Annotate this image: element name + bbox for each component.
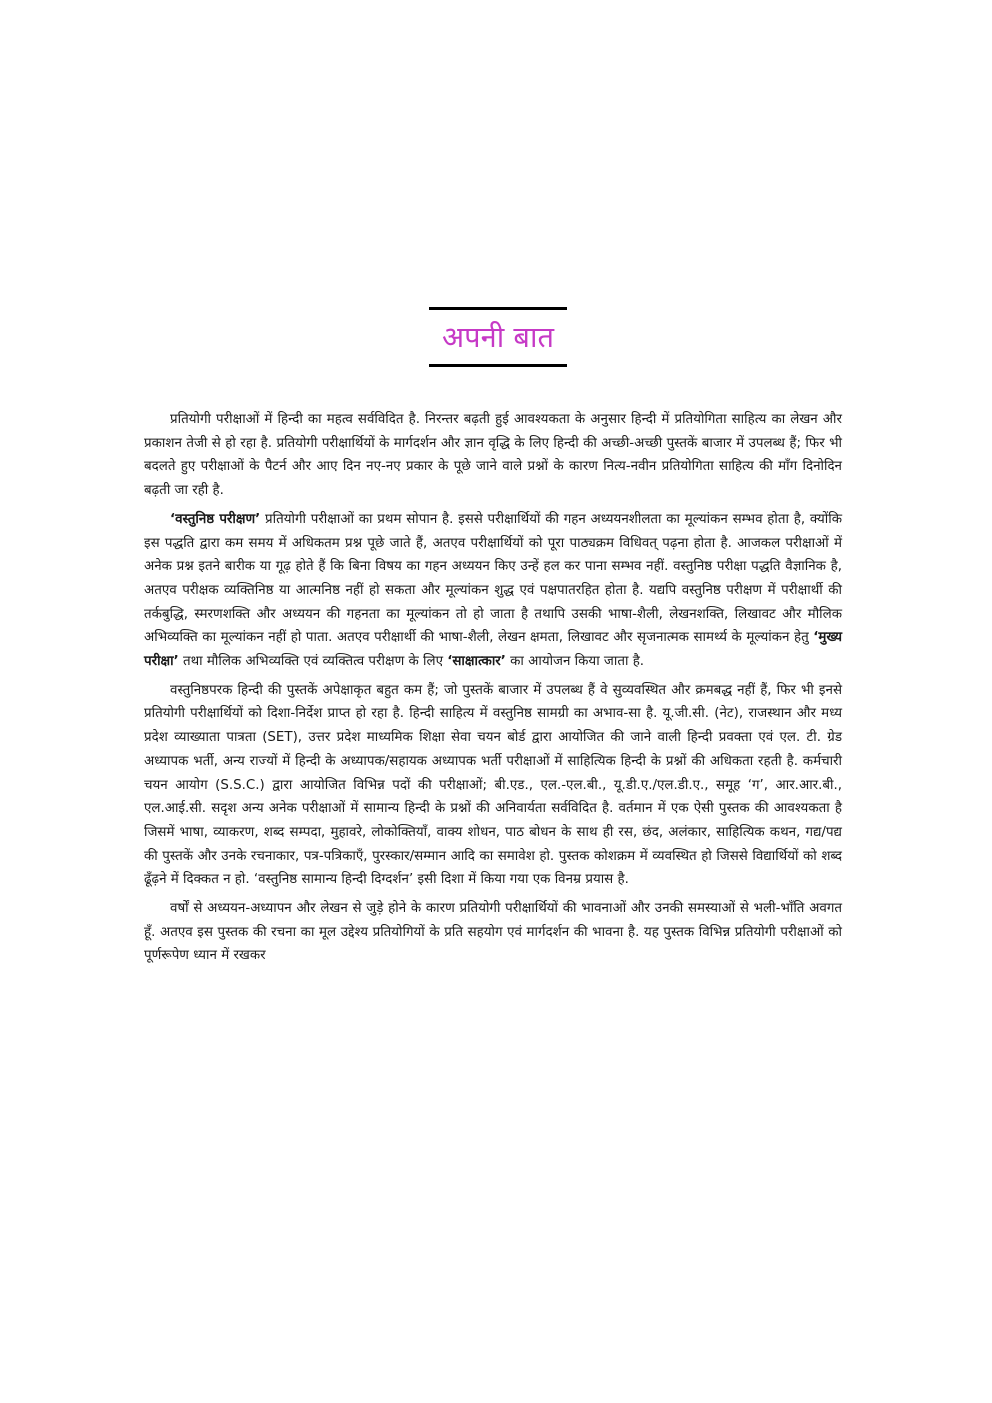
term-objective-test: ‘वस्तुनिष्ठ परीक्षण’ bbox=[170, 511, 261, 527]
paragraph-4: वर्षों से अध्ययन-अध्यापन और लेखन से जुड़े होने के कारण प्रतियोगी परीक्षार्थियों की भावनाओं और उनकी समस्याओं से भली-भाँति अवगत हूँ. अतएव इस पुस्तक की रचना का मूल उद्देश्य प्रतियोगियों के प्रति सहयोग एवं मार्गदर्शन की भावना है. यह पुस्तक विभिन्न प्रतियोगी परीक्षाओं को पूर्णरूपेण ध्यान में रखकर bbox=[144, 901, 842, 964]
title-top-rule bbox=[429, 307, 567, 310]
paragraph-2-text-2: तथा मौलिक अभिव्यक्ति एवं व्यक्तित्व परीक्षण के लिए bbox=[178, 654, 448, 670]
page-title: अपनी बात bbox=[441, 320, 555, 354]
title-bottom-rule bbox=[429, 364, 567, 367]
title-block bbox=[429, 307, 567, 369]
paragraph-2 bbox=[144, 508, 842, 674]
paragraph-2-text-1: प्रतियोगी परीक्षाओं का प्रथम सोपान है. इससे परीक्षार्थियों की गहन अध्ययनशीलता का मूल्यांकन सम्भव होता है, क्योंकि इस पद्धति द्वारा कम समय में अधिकतम प्रश्न पूछे जाते हैं, अतएव परीक्षार्थियों को पूरा पाठ्यक्रम विधिवत् पढ़ना होता है. आजकल परीक्षाओं में अनेक प्रश्न इतने बारीक या गूढ़ होते हैं कि बिना विषय का गहन अध्ययन किए उन्हें हल कर पाना सम्भव नहीं. वस्तुनिष्ठ परीक्षा पद्धति वैज्ञानिक है, अतएव परीक्षक व्यक्तिनिष्ठ या आत्मनिष्ठ नहीं हो सकता और मूल्यांकन शुद्ध एवं पक्षपातरहित होता है. यद्यपि वस्तुनिष्ठ परीक्षण में परीक्षार्थी की तर्कबुद्धि, स्मरणशक्ति और अध्ययन की गहनता का मूल्यांकन तो हो जाता है तथापि उसकी भाषा-शैली, लेखनशक्ति, लिखावट और मौलिक अभिव्यक्ति का मूल्यांकन नहीं हो पाता. अतएव परीक्षार्थी की भाषा-शैली, लेखन क्षमता, लिखावट और सृजनात्मक सामर्थ्य के मूल्यांकन हेतु bbox=[144, 511, 842, 646]
paragraph-1: प्रतियोगी परीक्षाओं में हिन्दी का महत्व सर्वविदित है. निरन्तर बढ़ती हुई आवश्यकता के अनुसार हिन्दी में प्रतियोगिता साहित्य का लेखन और प्रकाशन तेजी से हो रहा है. प्रतियोगी परीक्षार्थियों के मार्गदर्शन और ज्ञान वृद्धि के लिए हिन्दी की अच्छी-अच्छी पुस्तकें बाजार में उपलब्ध हैं; फिर भी बदलते हुए परीक्षाओं के पैटर्न और आए दिन नए-नए प्रकार के पूछे जाने वाले प्रश्नों के कारण नित्य-नवीन प्रतियोगिता साहित्य की माँग दिनोदिन बढ़ती जा रही है. bbox=[144, 412, 842, 499]
term-interview: ‘साक्षात्कार’ bbox=[447, 654, 506, 670]
term-main-exam: ‘मुख्य परीक्षा’ bbox=[144, 630, 842, 670]
paragraph-3: वस्तुनिष्ठपरक हिन्दी की पुस्तकें अपेक्षाकृत बहुत कम हैं; जो पुस्तकें बाजार में उपलब्ध हैं वे सुव्यवस्थित और क्रमबद्ध नहीं हैं, फिर भी इनसे प्रतियोगी परीक्षार्थियों को दिशा-निर्देश प्राप्त हो रहा है. हिन्दी साहित्य में वस्तुनिष्ठ सामग्री का अभाव-सा है. यू.जी.सी. (नेट), राजस्थान और मध्य प्रदेश व्याख्याता पात्रता (SET), उत्तर प्रदेश माध्यमिक शिक्षा सेवा चयन बोर्ड द्वारा आयोजित की जाने वाली हिन्दी प्रवक्ता एवं एल. टी. ग्रेड अध्यापक भर्ती, अन्य राज्यों में हिन्दी के अध्यापक/सहायक अध्यापक भर्ती परीक्षाओं में साहित्यिक हिन्दी के प्रश्नों की अधिकता रहती है. कर्मचारी चयन आयोग (S.S.C.) द्वारा आयोजित विभिन्न पदों की परीक्षाओं; बी.एड., एल.-एल.बी., यू.डी.ए./एल.डी.ए., समूह ‘ग’, आर.आर.बी., एल.आई.सी. सदृश अन्य अनेक परीक्षाओं में सामान्य हिन्दी के प्रश्नों की अनिवार्यता सर्वविदित है. वर्तमान में एक ऐसी पुस्तक की आवश्यकता है जिसमें भाषा, व्याकरण, शब्द सम्पदा, मुहावरे, लोकोक्तियाँ, वाक्य शोधन, पाठ बोधन के साथ ही रस, छंद, अलंकार, साहित्यिक कथन, गद्य/पद्य की पुस्तकें और उनके रचनाकार, पत्र-पत्रिकाएँ, पुरस्कार/सम्मान आदि का समावेश हो. पुस्तक कोशक्रम में व्यवस्थित हो जिससे विद्यार्थियों को शब्द ढूँढ़ने में दिक्कत न हो. ‘वस्तुनिष्ठ सामान्य हिन्दी दिग्दर्शन’ इसी दिशा में किया गया एक विनम्र प्रयास है. bbox=[144, 682, 842, 888]
paragraph-2-text-3: का आयोजन किया जाता है. bbox=[505, 654, 645, 670]
body-text bbox=[144, 408, 842, 973]
